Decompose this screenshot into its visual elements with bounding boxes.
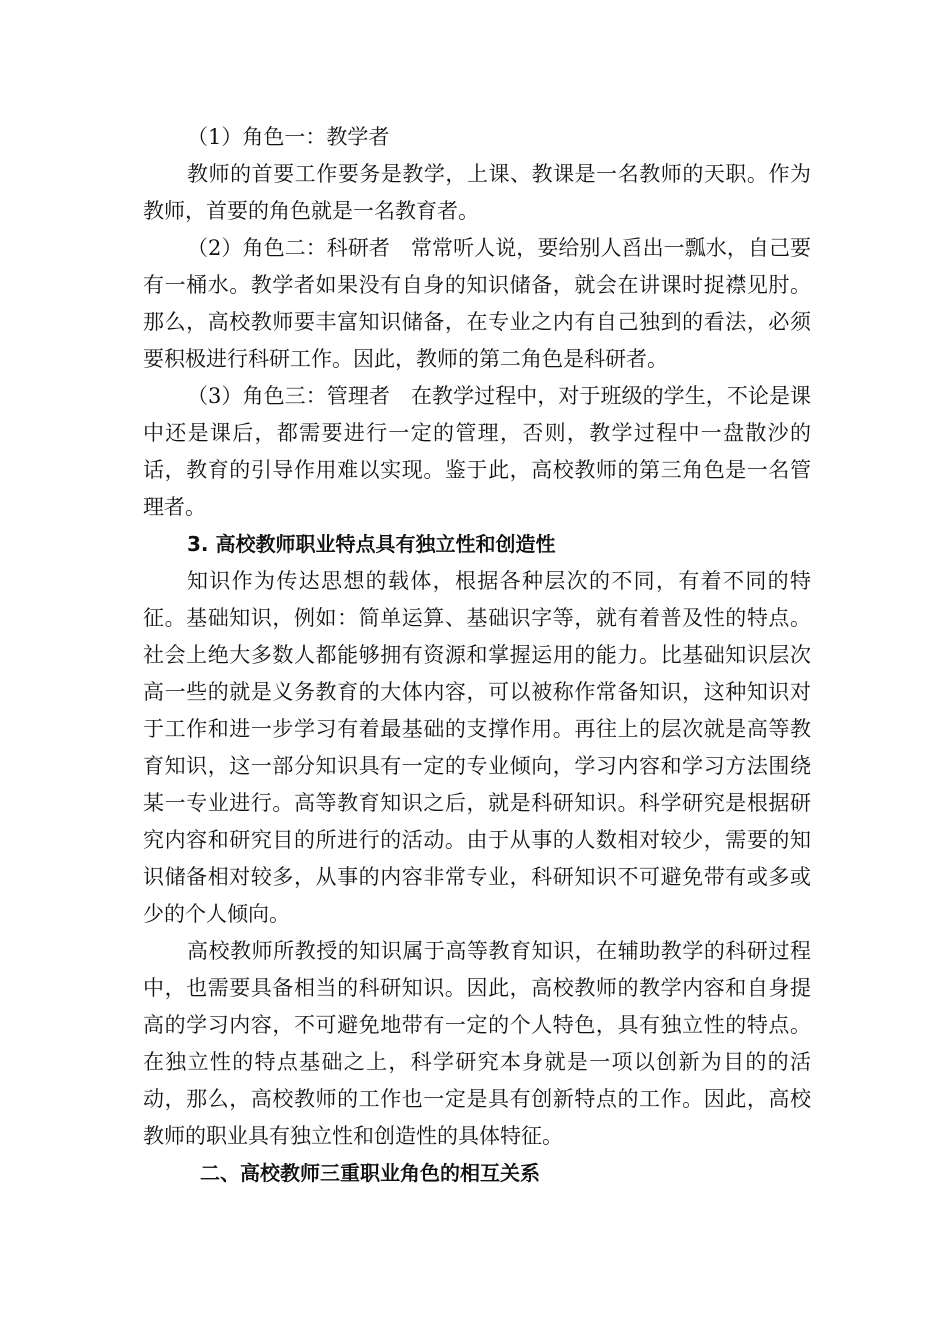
role-one-paragraph: 教师的首要工作要务是教学，上课、教课是一名教师的天职。作为教师，首要的角色就是一名教育者。 <box>143 162 811 223</box>
subsection-heading-3: 3. 高校教师职业特点具有独立性和创造性 <box>187 532 556 556</box>
section-heading-2: 二、高校教师三重职业角色的相互关系 <box>200 1161 540 1185</box>
teacher-knowledge-paragraph: 高校教师所教授的知识属于高等教育知识，在辅助教学的科研过程中，也需要具备相当的科研知识。因此，高校教师的教学内容和自身提高的学习内容，不可避免地带有一定的个人特色，具有独立性的特点。在独立性的特点基础之上，科学研究本身就是一项以创新为目的的活动，那么，高校教师的工作也一定是具有创新特点的工作。因此，高校教师的职业具有独立性和创造性的具体特征。 <box>143 939 811 1148</box>
role-one-heading: （1）角色一：教学者 <box>187 125 390 149</box>
knowledge-levels-paragraph: 知识作为传达思想的载体，根据各种层次的不同，有着不同的特征。基础知识，例如：简单运算、基础识字等，就有着普及性的特点。社会上绝大多数人都能够拥有资源和掌握运用的能力。比基础知识层次高一些的就是义务教育的大体内容，可以被称作常备知识，这种知识对于工作和进一步学习有着最基础的支撑作用。再往上的层次就是高等教育知识，这一部分知识具有一定的专业倾向，学习内容和学习方法围绕某一专业进行。高等教育知识之后，就是科研知识。科学研究是根据研究内容和研究目的所进行的活动。由于从事的人数相对较少，需要的知识储备相对较多，从事的内容非常专业，科研知识不可避免带有或多或少的个人倾向。 <box>143 569 811 926</box>
role-three-paragraph: （3）角色三：管理者 在教学过程中，对于班级的学生，不论是课中还是课后，都需要进行一定的管理，否则，教学过程中一盘散沙的话，教育的引导作用难以实现。鉴于此，高校教师的第三角色是一名管理者。 <box>143 384 811 519</box>
role-two-paragraph: （2）角色二：科研者 常常听人说，要给别人舀出一瓢水，自己要有一桶水。教学者如果没有自身的知识储备，就会在讲课时捉襟见肘。那么，高校教师要丰富知识储备，在专业之内有自己独到的看法，必须要积极进行科研工作。因此，教师的第二角色是科研者。 <box>143 236 811 371</box>
